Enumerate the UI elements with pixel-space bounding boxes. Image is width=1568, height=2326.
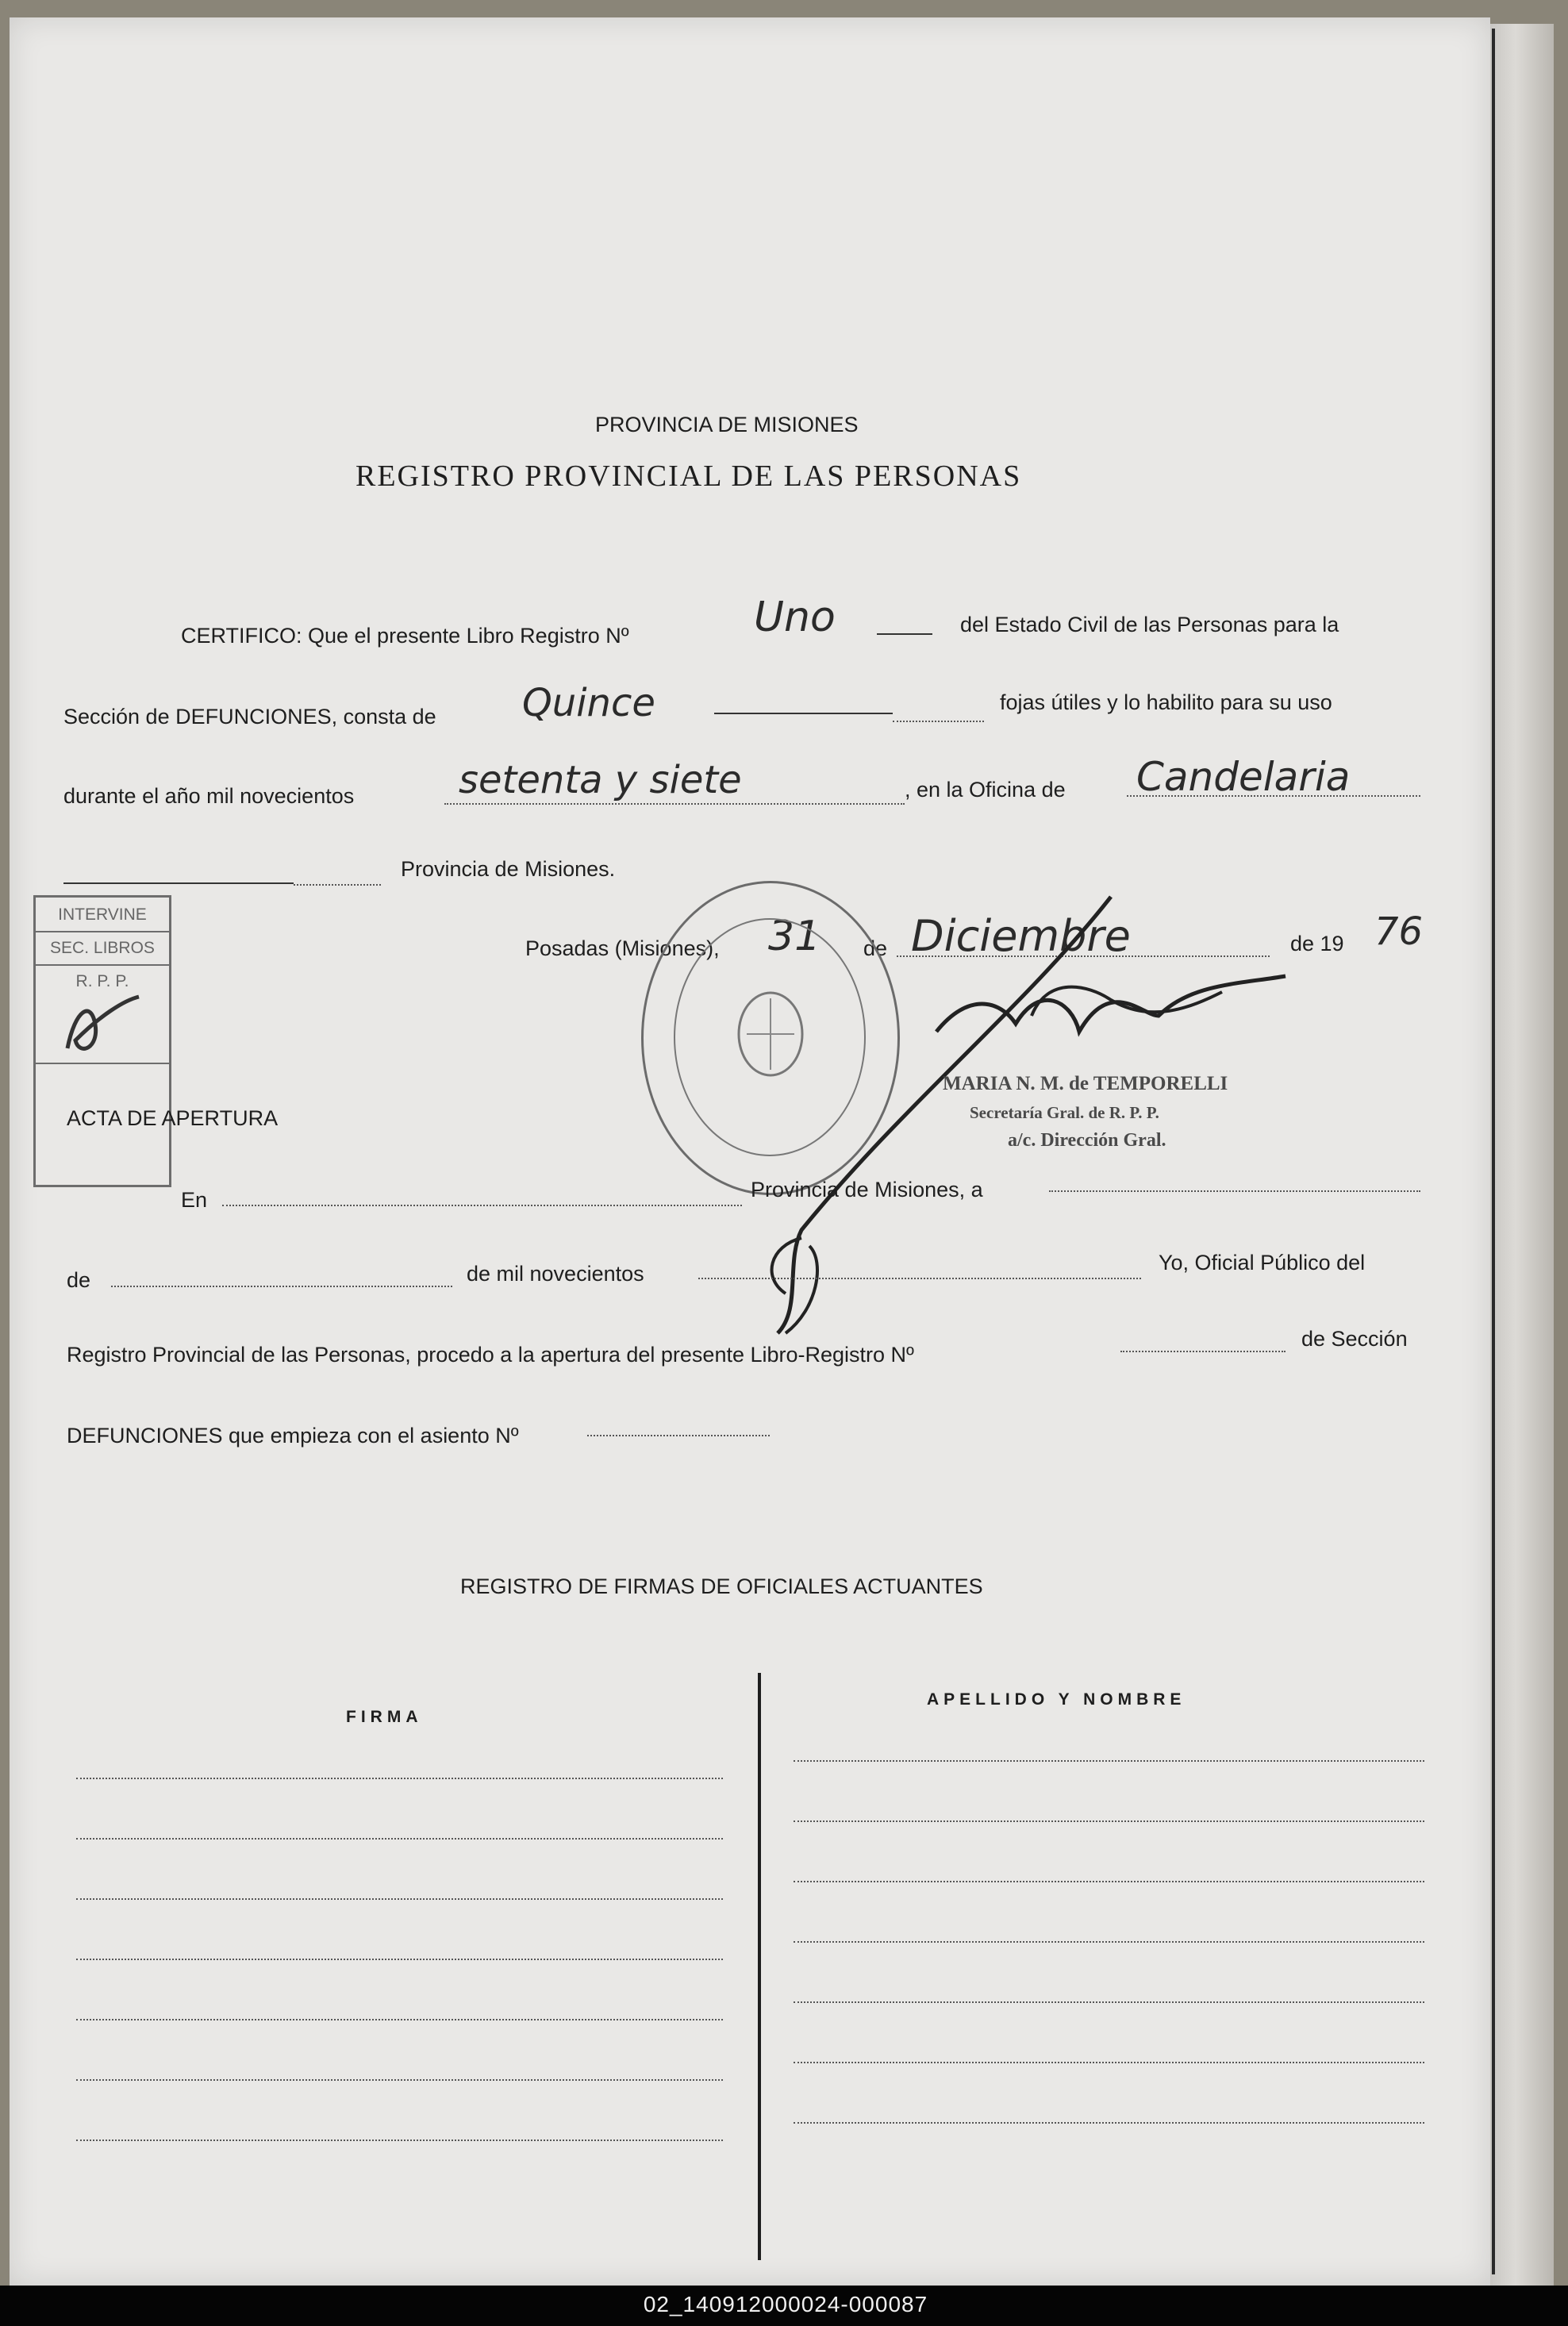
image-id-caption: 02_140912000024-000087 (643, 2292, 928, 2316)
cert-line1-a: CERTIFICO: Que el presente Libro Registro Nº (181, 624, 629, 648)
initials-signature-icon (52, 993, 147, 1064)
dotted-fill-line (893, 721, 984, 722)
dotted-fill-line (444, 803, 905, 805)
pages-count-handwritten: Quince (522, 681, 655, 725)
col-firma-header: FIRMA (346, 1708, 423, 1726)
name-line (794, 2122, 1424, 2124)
day-handwritten: 31 (768, 913, 821, 960)
stamp-line-1: INTERVINE (58, 905, 147, 924)
book-page-edge (1490, 24, 1554, 2286)
acta-yo: Yo, Oficial Público del (1159, 1251, 1366, 1274)
stamp-rule (36, 964, 169, 966)
name-line (794, 1760, 1424, 1762)
dotted-fill-line (1127, 795, 1420, 797)
dotted-fill-line (222, 1205, 742, 1206)
dotted-fill-line (587, 1435, 770, 1436)
cert-line3-b: , en la Oficina de (905, 778, 1066, 802)
province-heading: PROVINCIA DE MISIONES (595, 413, 859, 436)
signatory-name: MARIA N. M. de TEMPORELLI (943, 1073, 1228, 1094)
fill-line (877, 633, 932, 635)
dotted-fill-line (294, 884, 381, 886)
signature-line (76, 2140, 723, 2141)
signatory-role: a/c. Dirección Gral. (1008, 1130, 1166, 1151)
cert-line2-b: fojas útiles y lo habilito para su uso (1000, 690, 1332, 714)
cert-line1-b: del Estado Civil de las Personas para la (960, 613, 1339, 636)
registry-heading: REGISTRO PROVINCIAL DE LAS PERSONAS (355, 459, 1022, 493)
year-suffix-handwritten: 76 (1374, 909, 1424, 954)
dotted-fill-line (698, 1278, 1141, 1279)
col-nombre-header: APELLIDO Y NOMBRE (927, 1690, 1186, 1709)
intervine-stamp (33, 895, 171, 1187)
name-line (794, 2001, 1424, 2003)
dotted-fill-line (1120, 1351, 1286, 1352)
cert-line2-a: Sección de DEFUNCIONES, consta de (63, 705, 436, 729)
dotted-fill-line (1049, 1190, 1420, 1192)
acta-seccion: de Sección (1301, 1327, 1408, 1351)
name-line (794, 1881, 1424, 1882)
acta-registro: Registro Provincial de las Personas, procedo a la apertura del presente Libro-Registro Nº (67, 1343, 914, 1367)
signature-line (76, 1898, 723, 1900)
column-divider (758, 1673, 761, 2260)
book-number-handwritten: Uno (754, 594, 836, 641)
date-de-1: de (863, 936, 888, 960)
signature-line (76, 2079, 723, 2081)
office-handwritten: Candelaria (1136, 754, 1351, 800)
name-line (794, 1820, 1424, 1822)
acta-en: En (181, 1188, 208, 1212)
acta-de: de (67, 1268, 91, 1292)
place-prefix: Posadas (Misiones), (525, 936, 720, 960)
acta-provincia: Provincia de Misiones, a (751, 1178, 983, 1201)
acta-mil: de mil novecientos (467, 1262, 644, 1286)
signatures-title: REGISTRO DE FIRMAS DE OFICIALES ACTUANTES (460, 1574, 983, 1598)
signature-line (76, 1959, 723, 1960)
acta-defunciones: DEFUNCIONES que empieza con el asiento Nº (67, 1424, 519, 1448)
dotted-fill-line (111, 1286, 452, 1287)
fill-line (714, 713, 893, 714)
signature-line (76, 1838, 723, 1840)
fill-line (63, 882, 294, 884)
name-line (794, 2062, 1424, 2063)
stamp-rule (36, 931, 169, 932)
acta-title: ACTA DE APERTURA (67, 1106, 279, 1130)
name-line (794, 1941, 1424, 1943)
year-words-handwritten: setenta y siete (459, 758, 742, 802)
signature-line (76, 1778, 723, 1779)
stamp-line-3: R. P. P. (75, 972, 129, 990)
month-handwritten: Diciembre (911, 911, 1131, 961)
page-border-line (1492, 29, 1495, 2274)
cert-line4: Provincia de Misiones. (401, 857, 616, 881)
cert-line3-a: durante el año mil novecientos (63, 784, 355, 808)
date-de-2: de 19 (1290, 932, 1344, 955)
stamp-line-2: SEC. LIBROS (50, 939, 155, 957)
signature-line (76, 2019, 723, 2020)
signatory-title: Secretaría Gral. de R. P. P. (970, 1103, 1159, 1122)
